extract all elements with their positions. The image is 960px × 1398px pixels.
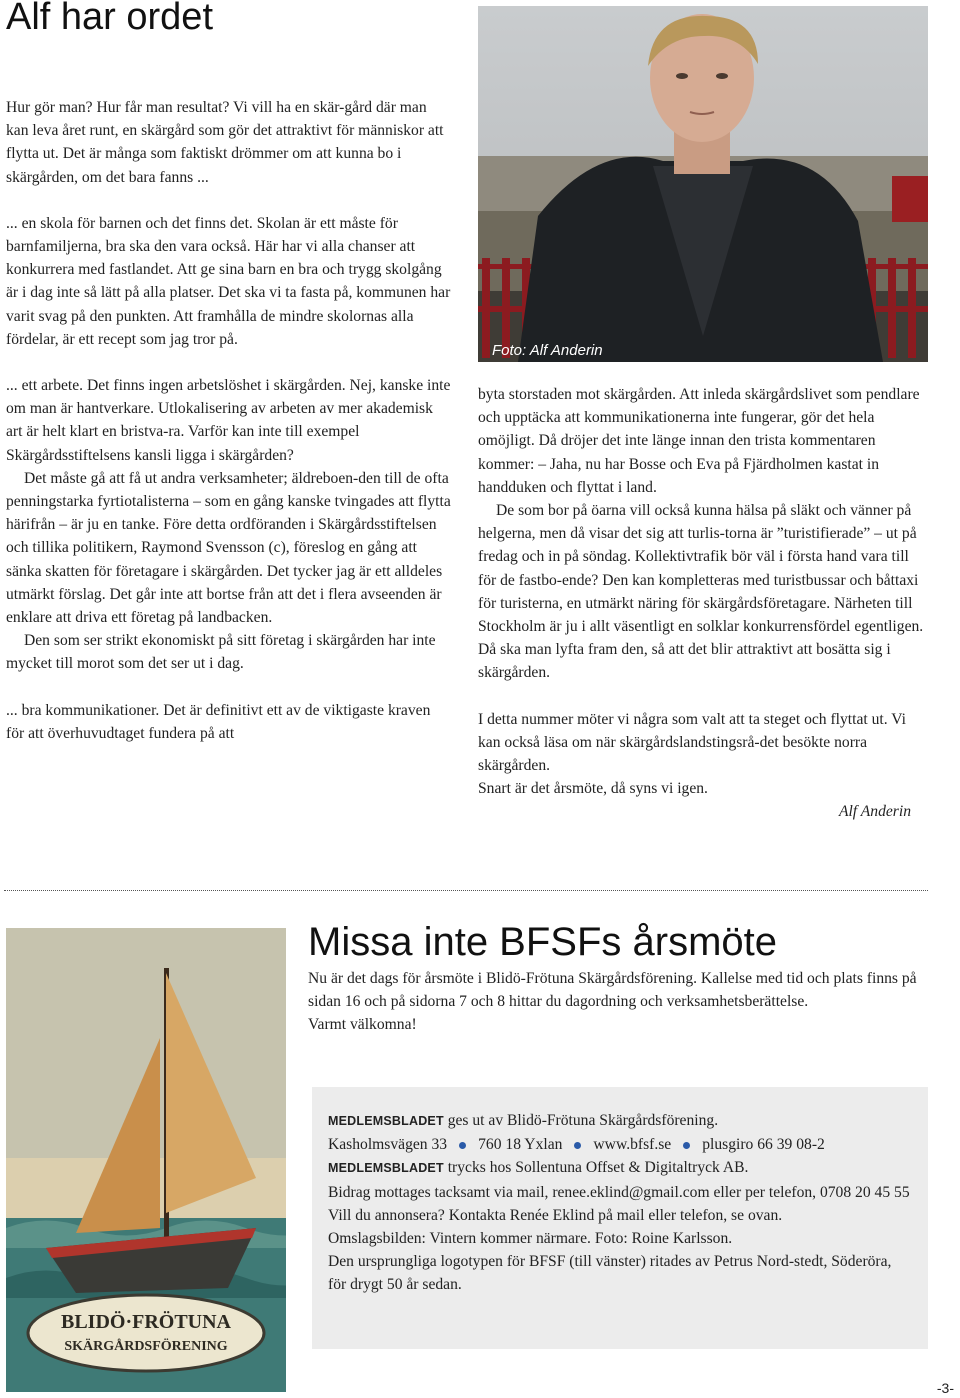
colophon-line [328, 1156, 912, 1180]
colophon-publisher: ges ut av Blidö-Frötuna Skärgårdsförening. [447, 1112, 719, 1129]
meeting-announcement [308, 967, 928, 1037]
article-left-column [6, 96, 452, 745]
bullet-icon [459, 1142, 466, 1149]
paragraph: Snart är det årsmöte, då syns vi igen. [478, 780, 708, 798]
colophon-printer: trycks hos Sollentuna Offset & Digitaltryck AB. [447, 1159, 749, 1177]
meeting-text: Nu är det dags för årsmöte i Blidö-Frötuna Skärgårdsförening. Kallelse med tid och plats finns på sidan 16 och på sidorna 7 och 8 hittar du dagordning och verksamhetsberättelse. [308, 970, 917, 1011]
page-number: -3- [936, 1380, 954, 1396]
paragraph: Det måste gå att få ut andra verksamheter; äldreboen-den till de ofta penningstarka fyrtiotalisterna – som en gång kanske tvingades att flytta härifrån – är ju en tanke. Före detta ordföranden i Skärgårdsstiftelsen och tillika politikern, Raymond Svensson (c), föreslog en gång att sänka skatten för företagare i skärgården. Det tycker jag är ett alldeles utmärkt förslag. Det går inte att bortse från att det i flera avseenden är enklare att driva ett företag på landbacken. [6, 469, 451, 627]
page-title: Alf har ordet [6, 0, 213, 38]
colophon-line [328, 1109, 912, 1133]
bullet-icon [683, 1142, 690, 1149]
newsletter-tag: MEDLEMSBLADET [328, 1161, 444, 1176]
postal-code: 760 18 Yxlan [478, 1136, 563, 1154]
paragraph: De som bor på öarna vill också kunna hälsa på släkt och vänner på helgerna, men då visar det sig att turlis-torna är ”turistifierade” – ut på fredag och in på söndag. Kollektivtrafik bör väl i första hand vara till för de fastbo-ende? Den kan kompletteras med turistbussar och båttaxi för turisterna, en utmärkt näring för skärgårdsföretagare. Närheten till Stockholm är ju i allt väsentligt en solklar konkurrensfördel egentligen. Då ska man lyfta fram den, så att det blir attraktivt att bosätta sig i skärgården. [478, 502, 924, 682]
colophon-ads: Vill du annonsera? Kontakta Renée Eklind på mail eller telefon, se ovan. [328, 1206, 783, 1224]
sailboat-illustration [6, 928, 286, 1392]
bullet-icon [574, 1142, 581, 1149]
paragraph: ... en skola för barnen och det finns det. Skolan är ett måste för barnfamiljerna, bra ska den vara också. Här har vi alla chanser att konkurrera med fastlandet. Att ge sina barn en bra och trygg skolgång är i dag inte så lätt på alla platser. Det ska vi ta fasta på, kommunen har varit svag på den punkten. Att framhålla de mindre skolornas alla fördelar, är ett recept som jag tror på. [6, 214, 451, 348]
colophon-logo-credit: Den ursprungliga logotypen för BFSF (till vänster) ritades av Petrus Nord-stedt, Söderöra, för drygt 50 år sedan. [328, 1253, 892, 1294]
section-divider [4, 890, 928, 891]
colophon-cover: Omslagsbilden: Vintern kommer närmare. Foto: Roine Karlsson. [328, 1230, 733, 1248]
contact-line [328, 1133, 912, 1156]
portrait-photo [478, 6, 928, 362]
colophon-contributions: Bidrag mottages tacksamt via mail, renee.eklind@gmail.com eller per telefon, 0708 20 45 55 [328, 1183, 910, 1201]
paragraph: ... bra kommunikationer. Det är definitivt ett av de viktigaste kraven för att överhuvudtaget fundera på att [6, 701, 431, 742]
bfsf-logo-artwork [6, 928, 286, 1392]
colophon-box [312, 1087, 928, 1349]
paragraph: Den som ser strikt ekonomiskt på sitt företag i skärgården har inte mycket till morot som det ser ut i dag. [6, 632, 436, 673]
logo-line1: BLIDÖ·FRÖTUNA [60, 1311, 232, 1333]
portrait-illustration [478, 6, 928, 362]
newsletter-tag: MEDLEMSBLADET [328, 1114, 444, 1128]
paragraph: ... ett arbete. Det finns ingen arbetslöshet i skärgården. Nej, kanske inte om man är hantverkare. Utlokalisering av arbeten av mer akademisk art är helt klart en bristva-ra. Varför kan inte till exempel Skärgårdsstiftelsens kansli ligga i skärgården? [6, 377, 451, 464]
photo-caption: Foto: Alf Anderin [492, 342, 603, 359]
meeting-closing: Varmt välkomna! [308, 1016, 417, 1034]
address: Kasholmsvägen 33 [328, 1136, 448, 1154]
article-right-column [478, 383, 925, 824]
plusgiro: plusgiro 66 39 08-2 [702, 1136, 825, 1154]
meeting-title: Missa inte BFSFs årsmöte [308, 920, 778, 964]
paragraph: byta storstaden mot skärgården. Att inleda skärgårdslivet som pendlare och upptäcka att kommunikationerna inte fungerar, gör det hela omöjligt. Då dröjer det inte länge innan den trista kommentaren kommer: – Jaha, nu har Bosse och Eva på Fjärdholmen kastat in handduken och flyttat i land. [478, 386, 920, 496]
paragraph: I detta nummer möter vi några som valt att ta steget och flyttat ut. Vi kan också läsa om när skärgårdslandstingsrå-det besökte norra skärgården. [478, 710, 906, 775]
logo-line2: SKÄRGÅRDSFÖRENING [64, 1339, 228, 1354]
paragraph: Hur gör man? Hur får man resultat? Vi vill ha en skär-gård där man kan leva året runt, en skärgård som gör det attraktivt för människor att flytta ut. Det är många som faktiskt drömmer om att kunna bo i skärgården, om det bara fanns ... [6, 99, 444, 186]
website-link[interactable]: www.bfsf.se [593, 1136, 672, 1154]
author-signature: Alf Anderin [838, 803, 911, 821]
